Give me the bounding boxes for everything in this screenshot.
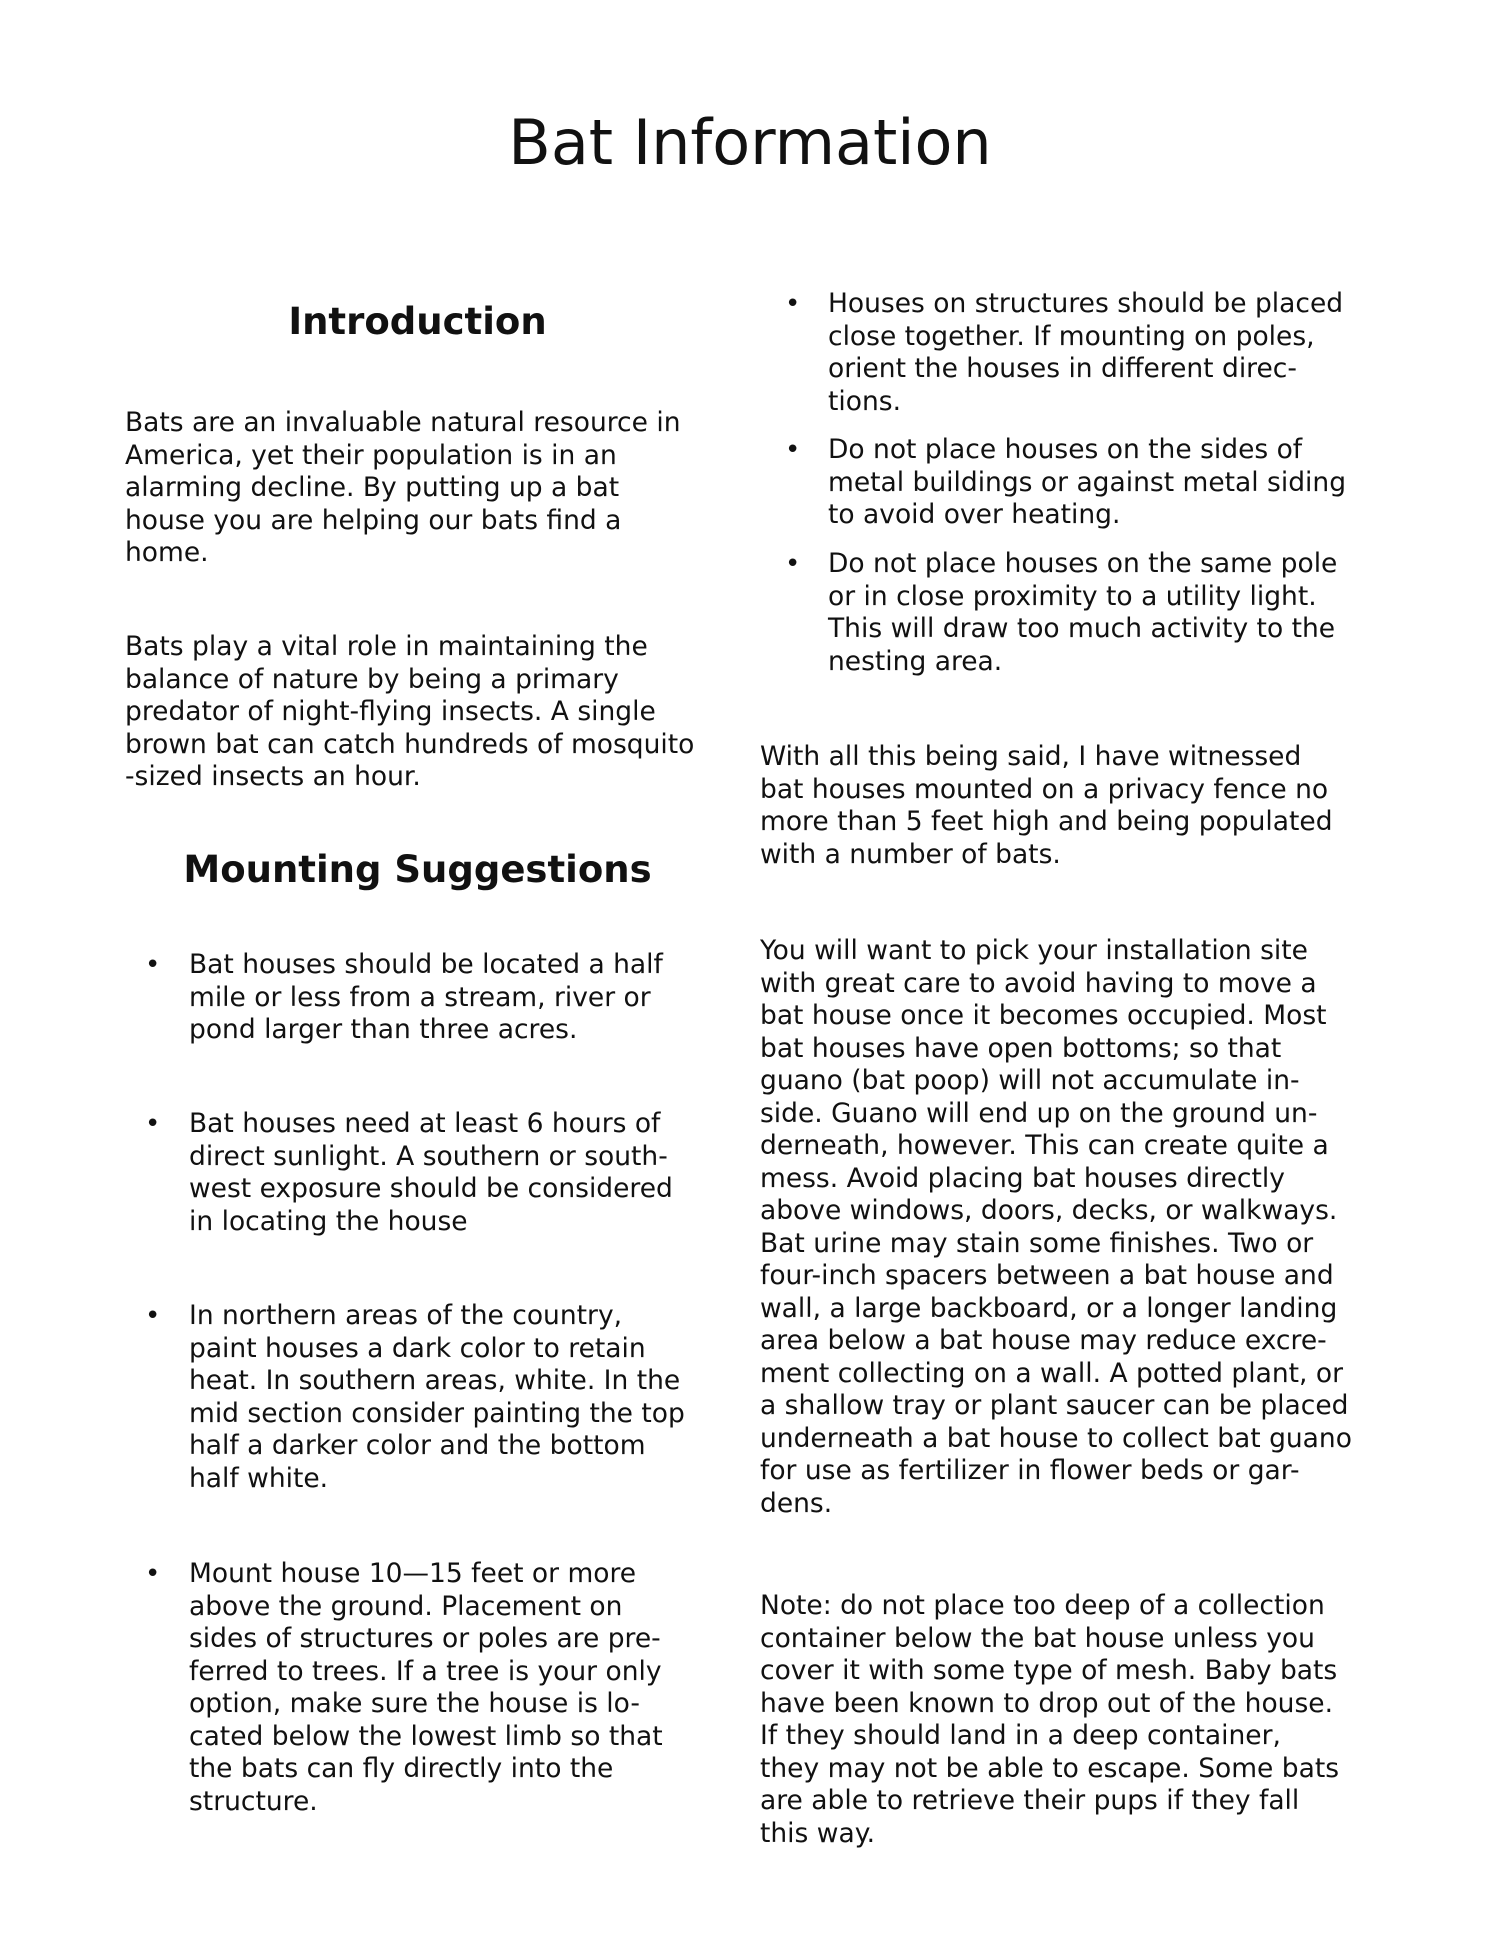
mounting-suggestions-heading: Mounting Suggestions xyxy=(183,848,652,891)
intro-paragraph-1: Bats are an invaluable natural resource in America, yet their population is in an alarming decline. By putting up a bat house you are helping our bats find a home. xyxy=(125,407,681,568)
bullet-icon: • xyxy=(785,435,801,465)
bullet-icon: • xyxy=(785,289,801,319)
bullet-icon: • xyxy=(785,549,801,579)
list-item-text: Bat houses need at least 6 hours of direct sunlight. A southern or south- west exposure should be considered in locating the house xyxy=(189,1108,673,1237)
bullet-icon: • xyxy=(145,1559,161,1589)
list-item-text: Houses on structures should be placed close together. If mounting on poles, orient the houses in different direc- tions. xyxy=(828,288,1344,417)
introduction-heading: Introduction xyxy=(288,300,547,343)
list-item-text: Do not place houses on the sides of metal buildings or against metal siding to avoid over heating. xyxy=(828,434,1347,530)
installation-paragraph: You will want to pick your installation site with great care to avoid having to move a bat house once it becomes occupied. Most bat houses have open bottoms; so that guano (bat poop) will not accumulate in- side. Guano will end up on the ground un- derneath, however. This can create quite a mess. Avoid placing bat houses directly above windows, doors, decks, or walkways. Bat urine may stain some finishes. Two or four-inch spacers between a bat house and wall, a large backboard, or a longer landing area below a bat house may reduce excre- ment collecting on a wall. A potted plant, or a shallow tray or plant saucer can be placed underneath a bat house to collect bat guano for use as fertilizer in flower beds or gar- dens. xyxy=(760,935,1352,1519)
list-item-text: Do not place houses on the same pole or in close proximity to a utility light. This will draw too much activity to the nesting area. xyxy=(828,548,1338,677)
list-item-text: In northern areas of the country, paint houses a dark color to retain heat. In southern areas, white. In the mid section consider painting the top half a darker color and the bottom half white. xyxy=(189,1300,685,1494)
page-title: Bat Information xyxy=(508,106,992,179)
intro-paragraph-2: Bats play a vital role in maintaining the balance of nature by being a primary predator of night-flying insects. A single brown bat can catch hundreds of mosquito -sized insects an hour. xyxy=(125,631,695,792)
note-paragraph: Note: do not place too deep of a collection container below the bat house unless you cover it with some type of mesh. Baby bats have been known to drop out of the house. If they should land in a deep container, they may not be able to escape. Some bats are able to retrieve their pups if they fall this way. xyxy=(760,1590,1340,1849)
bullet-icon: • xyxy=(145,1109,161,1139)
list-item-text: Mount house 10—15 feet or more above the ground. Placement on sides of structures or poles are pre- ferred to trees. If a tree is your only option, make sure the house is lo- cated below the lowest limb so that the bats can fly directly into the structure. xyxy=(189,1558,663,1817)
witness-paragraph: With all this being said, I have witnessed bat houses mounted on a privacy fence no more than 5 feet high and being populated with a number of bats. xyxy=(760,741,1333,870)
bullet-icon: • xyxy=(145,950,161,980)
bullet-icon: • xyxy=(145,1301,161,1331)
list-item-text: Bat houses should be located a half mile or less from a stream, river or pond larger than three acres. xyxy=(189,949,663,1045)
